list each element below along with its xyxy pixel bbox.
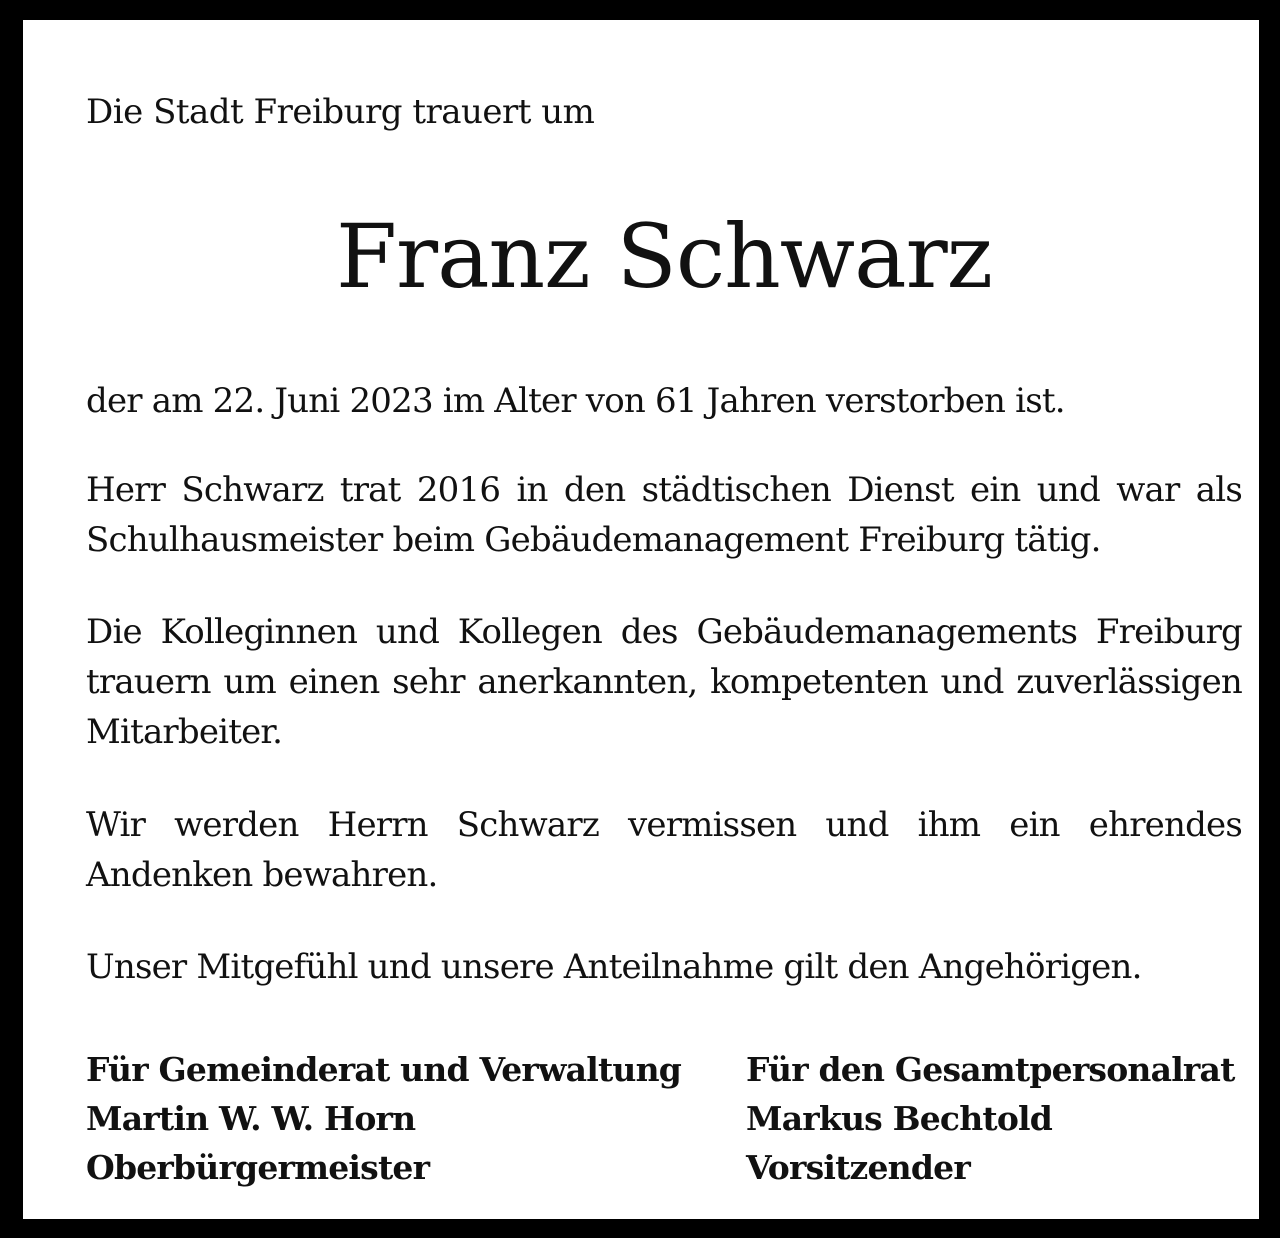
signature-role: Oberbürgermeister — [86, 1148, 430, 1187]
signature-for: Für den Gesamtpersonalrat — [746, 1050, 1235, 1089]
signature-block-city — [86, 1045, 681, 1192]
paragraph-remembrance: Wir werden Herrn Schwarz vermissen und ihm ein ehrendes Andenken bewahren. — [86, 805, 1242, 895]
paragraph-condolences: Unser Mitgefühl und unsere Anteilnahme gilt den Angehörigen. — [86, 947, 1142, 987]
intro-line: Die Stadt Freiburg trauert um — [86, 92, 595, 132]
deceased-name: Franz Schwarz — [335, 205, 993, 308]
paragraph-date-of-death: der am 22. Juni 2023 im Alter von 61 Jahren verstorben ist. — [86, 381, 1065, 421]
signature-name: Martin W. W. Horn — [86, 1099, 416, 1138]
signature-name: Markus Bechtold — [746, 1099, 1053, 1138]
signature-block-staff-council — [746, 1045, 1235, 1192]
paragraph-colleagues: Die Kolleginnen und Kollegen des Gebäudemanagements Freiburg trauern um einen sehr anerkannten, kompetenten und zuverlässigen Mitarbeiter. — [86, 612, 1242, 752]
signature-for: Für Gemeinderat und Verwaltung — [86, 1050, 682, 1089]
signature-role: Vorsitzender — [746, 1148, 970, 1187]
paragraph-employment: Herr Schwarz trat 2016 in den städtischen Dienst ein und war als Schulhausmeister beim Gebäudemanagement Freiburg tätig. — [86, 470, 1242, 560]
